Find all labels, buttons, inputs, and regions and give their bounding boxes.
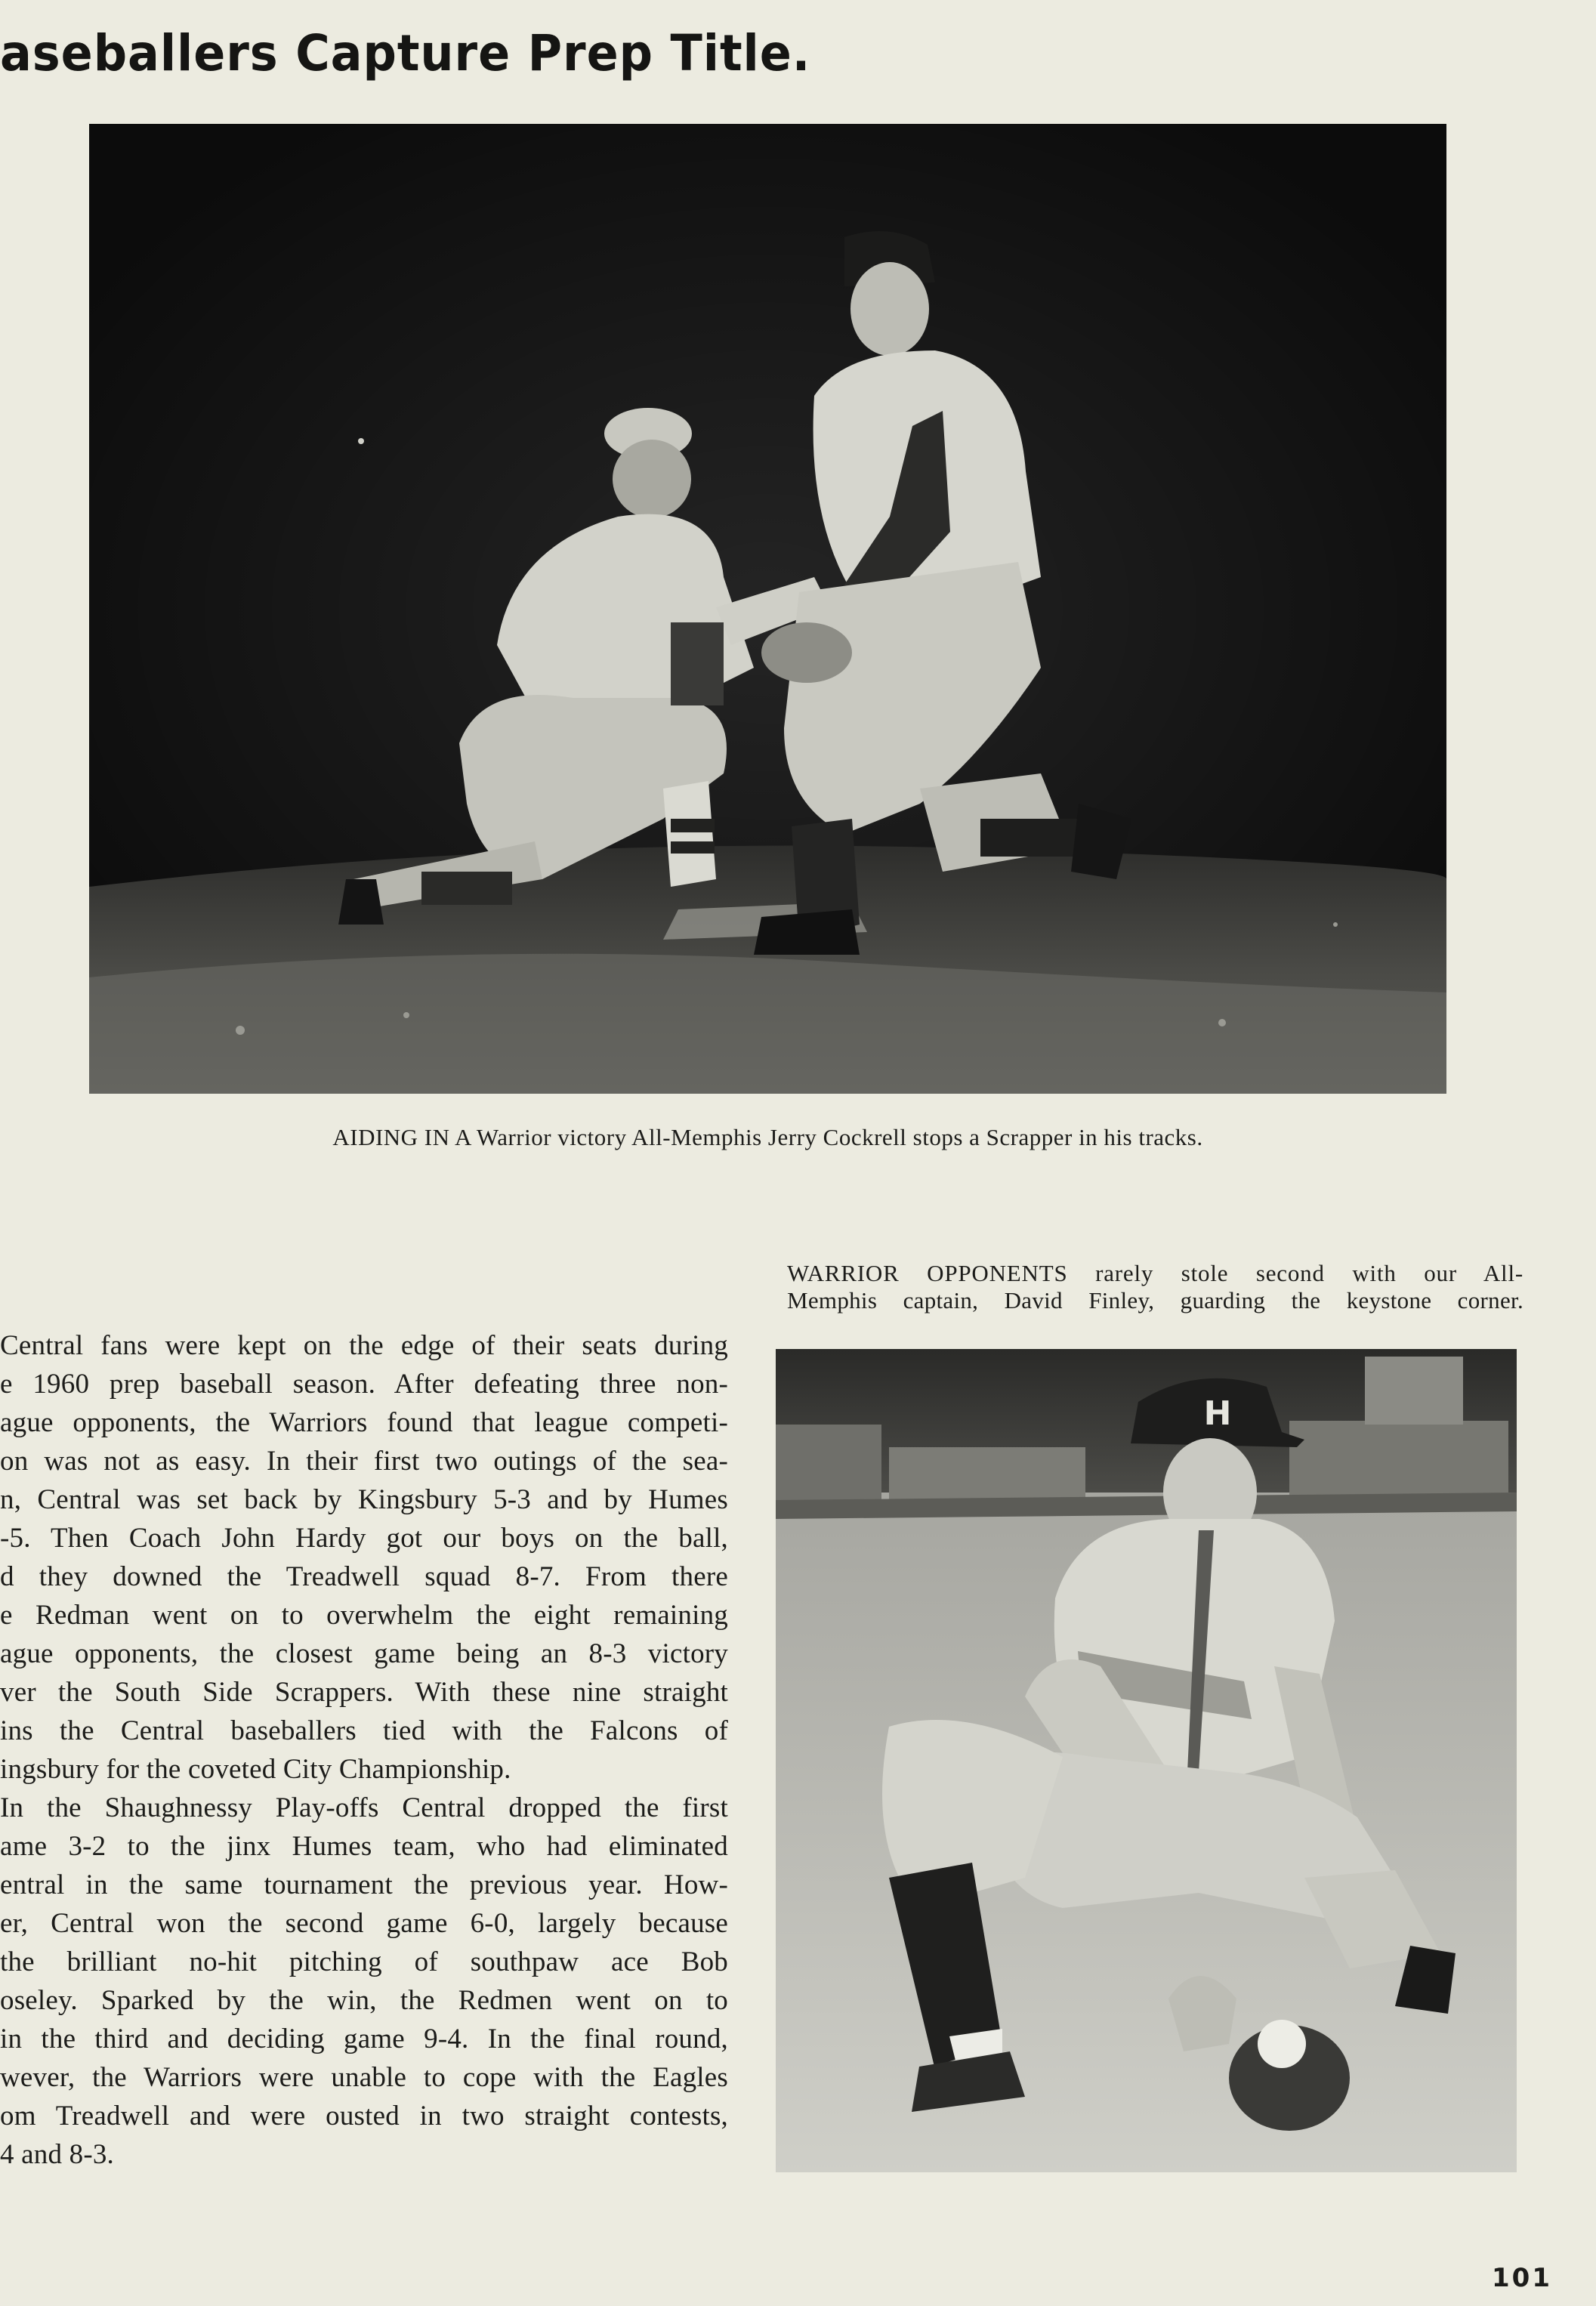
article-line: e 1960 prep baseball season. After defeating three non- — [0, 1369, 728, 1400]
article-line: n, Central was set back by Kingsbury 5-3 and by Humes — [0, 1484, 728, 1515]
article-line: In the Shaughnessy Play-offs Central dropped the first — [0, 1792, 728, 1823]
article-line: wever, the Warriors were unable to cope with the Eagles — [0, 2062, 728, 2093]
article-line: -5. Then Coach John Hardy got our boys on the ball, — [0, 1523, 728, 1554]
article-line: Central fans were kept on the edge of their seats during — [0, 1330, 728, 1361]
article-line: om Treadwell and were ousted in two straight contests, — [0, 2101, 728, 2132]
page-headline: aseballers Capture Prep Title. — [0, 24, 811, 82]
article-line: entral in the same tournament the previous year. How- — [0, 1869, 728, 1900]
article-line: er, Central won the second game 6-0, largely because — [0, 1908, 728, 1939]
bottom-caption-line: Memphis captain, David Finley, guarding the keystone corner. — [787, 1287, 1523, 1314]
infielder-fielding-illustration — [776, 1349, 1517, 2172]
article-line: on was not as easy. In their first two outings of the sea- — [0, 1446, 728, 1477]
night-game-tag-illustration — [89, 124, 1446, 1094]
night-game-tag-photo — [89, 124, 1446, 1094]
article-line: ingsbury for the coveted City Championship. — [0, 1754, 511, 1785]
article-line: ague opponents, the closest game being an 8-3 victory — [0, 1638, 728, 1669]
svg-text:H: H — [1203, 1394, 1232, 1433]
article-line: oseley. Sparked by the win, the Redmen went on to — [0, 1985, 728, 2016]
page-number: 101 — [1492, 2263, 1552, 2293]
article-line: e Redman went on to overwhelm the eight remaining — [0, 1600, 728, 1631]
bottom-photo-caption — [787, 1260, 1523, 1314]
article-body — [0, 1326, 728, 2174]
article-line: ame 3-2 to the jinx Humes team, who had eliminated — [0, 1831, 728, 1862]
article-line: ins the Central baseballers tied with the Falcons of — [0, 1715, 728, 1746]
bottom-caption-line: WARRIOR OPPONENTS rarely stole second with our All- — [787, 1260, 1523, 1286]
article-line: d they downed the Treadwell squad 8-7. From there — [0, 1561, 728, 1592]
article-line: ver the South Side Scrappers. With these nine straight — [0, 1677, 728, 1708]
infielder-fielding-photo — [776, 1349, 1517, 2172]
article-line: the brilliant no-hit pitching of southpaw ace Bob — [0, 1946, 728, 1977]
article-line: ague opponents, the Warriors found that league competi- — [0, 1407, 728, 1438]
top-photo-caption: AIDING IN A Warrior victory All-Memphis Jerry Cockrell stops a Scrapper in his tracks. — [332, 1124, 1203, 1150]
article-line: in the third and deciding game 9-4. In the final round, — [0, 2024, 728, 2054]
article-line: 4 and 8-3. — [0, 2139, 114, 2170]
